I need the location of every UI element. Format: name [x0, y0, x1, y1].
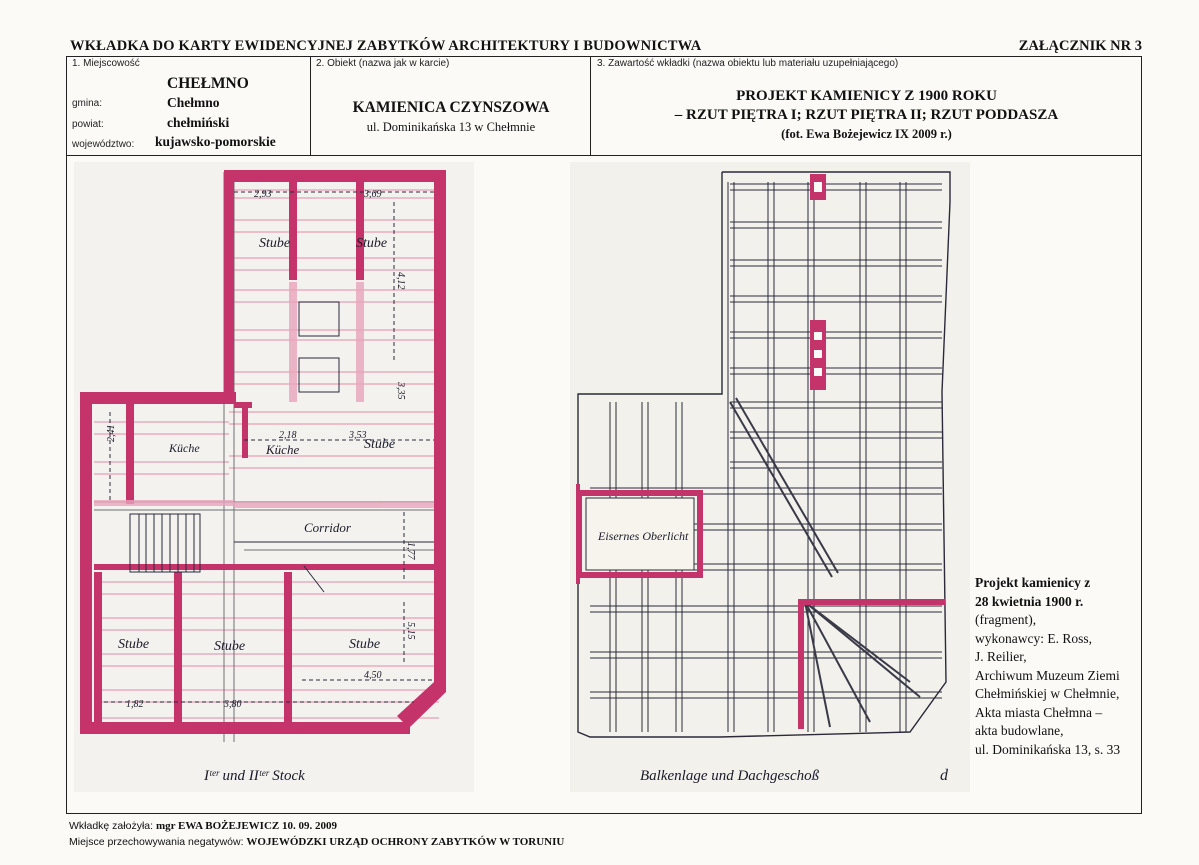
caption-line: J. Reilier, — [975, 649, 1027, 664]
floor-plan-right — [570, 162, 970, 792]
voivodeship-value: kujawsko-pomorskie — [155, 134, 276, 149]
room-label: Stube — [349, 637, 381, 652]
gmina-value: Chełmno — [167, 95, 220, 110]
caption-line: (fragment), — [975, 612, 1037, 627]
footer-storage — [69, 836, 564, 848]
caption-line: Chełmińskiej w Chełmnie, — [975, 686, 1120, 701]
room-label: Stube — [214, 639, 246, 654]
author-label: Wkładkę założyła: — [69, 820, 154, 832]
storage-value: WOJEWÓDZKI URZĄD OCHRONY ZABYTKÓW W TORUNIU — [246, 836, 565, 848]
object-address: ul. Dominikańska 13 w Chełmnie — [366, 120, 536, 134]
gmina-label: gmina: — [72, 98, 103, 109]
caption-line: Akta miasta Chełmna – — [975, 704, 1103, 720]
box3-label: 3. Zawartość wkładki (nazwa obiektu lub materiału uzupełniającego) — [597, 58, 899, 69]
powiat-value: chełmiński — [167, 115, 230, 130]
svg-text:3,53: 3,53 — [349, 430, 367, 441]
floor-plan-left — [74, 162, 474, 792]
room-label: Küche — [266, 442, 300, 457]
svg-text:2,93: 2,93 — [254, 189, 272, 200]
svg-text:1,77: 1,77 — [405, 542, 416, 560]
content-line-1: PROJEKT KAMIENICY Z 1900 ROKU — [736, 88, 997, 104]
content-line-3: (fot. Ewa Bożejewicz IX 2009 r.) — [781, 127, 952, 141]
source-caption — [975, 574, 1120, 759]
skylight-label: Eisernes Oberlicht — [598, 529, 689, 543]
room-label: Stube — [118, 637, 150, 652]
svg-text:3,80: 3,80 — [224, 699, 242, 710]
room-label: Küche — [169, 441, 200, 455]
caption-line: 28 kwietnia 1900 r. — [975, 593, 1084, 609]
room-label: Stube — [356, 236, 388, 251]
voivodeship-label: województwo: — [72, 139, 135, 150]
plan-right-caption: Balkenlage und Dachgeschoß — [640, 768, 820, 784]
svg-text:1,82: 1,82 — [126, 699, 144, 710]
box2-label: 2. Obiekt (nazwa jak w karcie) — [316, 58, 450, 69]
signature: d — [940, 767, 948, 784]
caption-line: wykonawcy: E. Ross, — [975, 630, 1092, 646]
storage-label: Miejsce przechowywania negatywów: — [69, 836, 244, 848]
caption-line: Archiwum Muzeum Ziemi — [975, 667, 1120, 683]
caption-line: ul. Dominikańska 13, s. 33 — [975, 741, 1121, 757]
svg-text:2,18: 2,18 — [279, 430, 297, 441]
annex-label: ZAŁĄCZNIK NR 3 — [1018, 38, 1142, 54]
svg-text:2,41: 2,41 — [106, 424, 117, 442]
room-label: Stube — [364, 437, 396, 452]
svg-text:4,50: 4,50 — [364, 670, 382, 681]
svg-text:4,12: 4,12 — [395, 272, 406, 290]
object-name: KAMIENICA CZYNSZOWA — [352, 99, 550, 116]
room-label: Stube — [259, 236, 291, 251]
svg-text:5,15: 5,15 — [405, 622, 416, 640]
svg-text:3,35: 3,35 — [395, 382, 406, 400]
document-title: WKŁADKA DO KARTY EWIDENCYJNEJ ZABYTKÓW ARCHITEKTURY I BUDOWNICTWA — [70, 38, 702, 54]
room-label: Corridor — [304, 520, 351, 535]
content-line-2: – RZUT PIĘTRA I; RZUT PIĘTRA II; RZUT PODDASZA — [674, 107, 1059, 123]
svg-text:3,69: 3,69 — [364, 189, 382, 200]
plan-left-caption: Iᵗᵉʳ und IIᵗᵉʳ Stock — [204, 768, 305, 784]
caption-line: Projekt kamienicy z — [975, 575, 1091, 590]
footer-author — [69, 820, 337, 832]
powiat-label: powiat: — [72, 119, 104, 130]
caption-line: akta budowlane, — [975, 723, 1064, 738]
box1-label: 1. Miejscowość — [72, 58, 140, 69]
author-value: mgr EWA BOŻEJEWICZ 10. 09. 2009 — [155, 820, 337, 832]
town-name: CHEŁMNO — [167, 75, 249, 92]
